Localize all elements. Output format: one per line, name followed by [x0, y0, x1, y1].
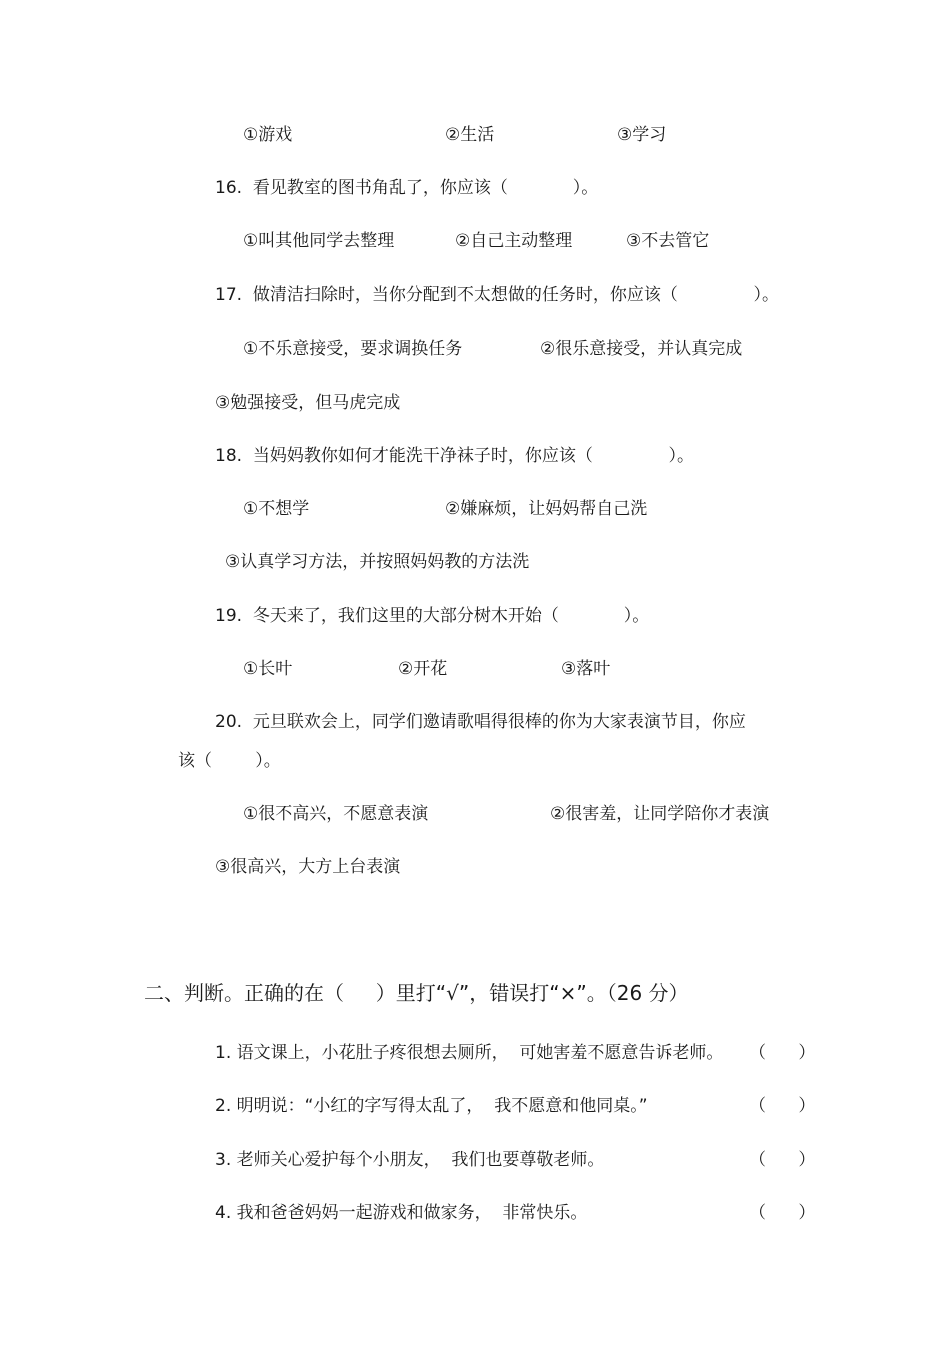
q15-option-3: ③学习	[617, 125, 667, 145]
judge-item-3-paren: （ ）	[749, 1150, 816, 1170]
judge-item-1-paren: （ ）	[749, 1043, 816, 1063]
q17-option-1: ①不乐意接受，要求调换任务	[243, 339, 463, 359]
q17-option-2: ②很乐意接受，并认真完成	[540, 339, 743, 359]
q18-option-1: ①不想学	[243, 499, 310, 519]
q20-stem-line2: 该（ ）。	[178, 751, 281, 771]
q15-option-2: ②生活	[445, 125, 495, 145]
q17-option-3: ③勉强接受，但马虎完成	[215, 393, 401, 413]
q19-option-2: ②开花	[398, 659, 448, 679]
q19-option-1: ①长叶	[243, 659, 293, 679]
q15-option-1: ①游戏	[243, 125, 293, 145]
q20-option-2: ②很害羞，让同学陪你才表演	[550, 804, 770, 824]
judge-item-1-text: 1. 语文课上，小花肚子疼很想去厕所， 可她害羞不愿意告诉老师。	[215, 1043, 724, 1063]
q18-option-3: ③认真学习方法，并按照妈妈教的方法洗	[225, 552, 530, 572]
q20-stem-line1: 20. 元旦联欢会上，同学们邀请歌唱得很棒的你为大家表演节目，你应	[215, 712, 746, 732]
judge-item-4-paren: （ ）	[749, 1203, 816, 1223]
judge-item-2-text: 2. 明明说：“小红的字写得太乱了， 我不愿意和他同桌。”	[215, 1096, 648, 1116]
q18-stem: 18. 当妈妈教你如何才能洗干净袜子时，你应该（ ）。	[215, 446, 694, 466]
q20-option-3: ③很高兴，大方上台表演	[215, 857, 401, 877]
q16-option-3: ③不去管它	[626, 231, 710, 251]
q19-option-3: ③落叶	[561, 659, 611, 679]
q16-stem: 16. 看见教室的图书角乱了，你应该（ ）。	[215, 178, 599, 198]
q16-option-2: ②自己主动整理	[455, 231, 573, 251]
q19-stem: 19. 冬天来了，我们这里的大部分树木开始（ ）。	[215, 606, 650, 626]
q17-stem: 17. 做清洁扫除时，当你分配到不太想做的任务时，你应该（ ）。	[215, 285, 779, 305]
q16-option-1: ①叫其他同学去整理	[243, 231, 395, 251]
q18-option-2: ②嫌麻烦，让妈妈帮自己洗	[445, 499, 648, 519]
section2-heading: 二、判断。正确的在（ ）里打“√”，错误打“×”。（26 分）	[144, 981, 689, 1005]
q20-option-1: ①很不高兴，不愿意表演	[243, 804, 429, 824]
judge-item-2-paren: （ ）	[749, 1096, 816, 1116]
judge-item-4-text: 4. 我和爸爸妈妈一起游戏和做家务， 非常快乐。	[215, 1203, 588, 1223]
judge-item-3-text: 3. 老师关心爱护每个小朋友， 我们也要尊敬老师。	[215, 1150, 605, 1170]
